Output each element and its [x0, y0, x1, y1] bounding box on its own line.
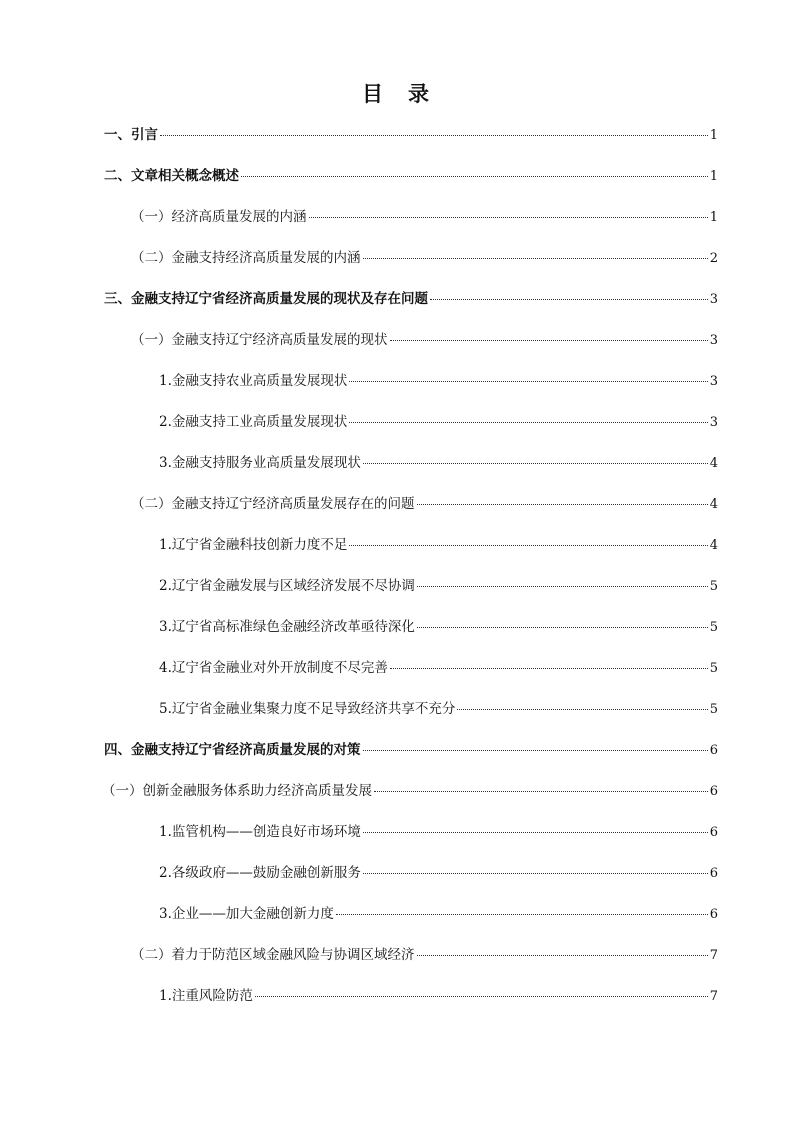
- toc-page-number: 7: [709, 989, 718, 1004]
- toc-entry[interactable]: [104, 534, 718, 575]
- toc-entry[interactable]: [104, 493, 718, 534]
- toc-entry[interactable]: [104, 575, 718, 616]
- toc-page-number: 4: [709, 497, 718, 512]
- toc-page-number: 5: [709, 579, 718, 594]
- toc-page-number: 5: [709, 702, 718, 717]
- toc-leader-dots: [363, 244, 708, 259]
- toc-entry-text: （二）金融支持辽宁经济高质量发展存在的问题: [131, 496, 415, 512]
- toc-entry[interactable]: [104, 452, 718, 493]
- toc-entry-text: 2.金融支持工业高质量发展现状: [159, 414, 348, 430]
- toc-entry-text: 一、引言: [104, 127, 158, 143]
- toc-entry[interactable]: [104, 247, 718, 288]
- toc-leader-dots: [255, 982, 708, 997]
- toc-leader-dots: [417, 613, 708, 628]
- toc-entry-text: 1.监管机构——创造良好市场环境: [159, 824, 361, 840]
- toc-entry[interactable]: [104, 370, 718, 411]
- toc-leader-dots: [363, 818, 708, 833]
- toc-page-number: 7: [709, 948, 718, 963]
- toc-list: [104, 124, 718, 1026]
- toc-entry[interactable]: [104, 944, 718, 985]
- toc-entry-text: 1.金融支持农业高质量发展现状: [159, 373, 348, 389]
- toc-entry[interactable]: [104, 329, 718, 370]
- toc-leader-dots: [349, 367, 707, 382]
- toc-entry-text: 3.辽宁省高标准绿色金融经济改革亟待深化: [159, 619, 415, 635]
- toc-entry-text: （二）着力于防范区域金融风险与协调区域经济: [131, 947, 415, 963]
- toc-entry-text: 3.金融支持服务业高质量发展现状: [159, 455, 361, 471]
- toc-entry[interactable]: [104, 124, 718, 165]
- toc-page-number: 1: [709, 210, 718, 225]
- toc-leader-dots: [457, 695, 707, 710]
- toc-leader-dots: [390, 326, 708, 341]
- toc-page-number: 1: [709, 169, 718, 184]
- toc-page-number: 5: [709, 620, 718, 635]
- toc-page-number: 6: [709, 907, 718, 922]
- toc-entry-text: 1.注重风险防范: [159, 988, 253, 1004]
- toc-entry[interactable]: [104, 288, 718, 329]
- toc-leader-dots: [349, 531, 707, 546]
- toc-title: 目 录: [362, 82, 431, 106]
- toc-leader-dots: [417, 572, 708, 587]
- toc-entry-text: 二、文章相关概念概述: [104, 168, 239, 184]
- toc-entry-text: 2.各级政府——鼓励金融创新服务: [159, 865, 361, 881]
- toc-entry-text: 4.辽宁省金融业对外开放制度不尽完善: [159, 660, 388, 676]
- toc-page-number: 2: [709, 251, 718, 266]
- toc-leader-dots: [363, 859, 708, 874]
- toc-leader-dots: [349, 408, 707, 423]
- toc-entry-text: 3.企业——加大金融创新力度: [159, 906, 334, 922]
- toc-entry-text: （一）金融支持辽宁经济高质量发展的现状: [131, 332, 388, 348]
- toc-entry-text: 三、金融支持辽宁省经济高质量发展的现状及存在问题: [104, 291, 428, 307]
- toc-page-number: 3: [709, 415, 718, 430]
- toc-page-number: 6: [709, 784, 718, 799]
- toc-entry[interactable]: [104, 985, 718, 1026]
- toc-entry-text: （二）金融支持经济高质量发展的内涵: [131, 250, 361, 266]
- toc-entry-text: 四、金融支持辽宁省经济高质量发展的对策: [104, 742, 361, 758]
- toc-leader-dots: [363, 449, 708, 464]
- toc-entry-text: 1.辽宁省金融科技创新力度不足: [159, 537, 348, 553]
- toc-leader-dots: [336, 900, 708, 915]
- toc-page-number: 6: [709, 825, 718, 840]
- toc-entry[interactable]: [104, 821, 718, 862]
- toc-entry-text: 2.辽宁省金融发展与区域经济发展不尽协调: [159, 578, 415, 594]
- toc-leader-dots: [363, 736, 708, 751]
- toc-page-number: 4: [709, 538, 718, 553]
- toc-leader-dots: [417, 490, 708, 505]
- toc-entry[interactable]: [104, 411, 718, 452]
- toc-leader-dots: [160, 121, 708, 136]
- toc-page-number: 1: [709, 128, 718, 143]
- toc-page-number: 3: [709, 333, 718, 348]
- toc-entry[interactable]: [104, 657, 718, 698]
- toc-page-number: 6: [709, 743, 718, 758]
- toc-page-number: 3: [709, 292, 718, 307]
- toc-entry[interactable]: [102, 780, 718, 821]
- toc-entry-text: 5.辽宁省金融业集聚力度不足导致经济共享不充分: [159, 701, 456, 717]
- toc-leader-dots: [390, 654, 708, 669]
- toc-entry[interactable]: [104, 698, 718, 739]
- toc-page-number: 4: [709, 456, 718, 471]
- toc-leader-dots: [417, 941, 708, 956]
- toc-page-number: 5: [709, 661, 718, 676]
- toc-leader-dots: [374, 777, 708, 792]
- toc-entry[interactable]: [104, 206, 718, 247]
- toc-page-number: 6: [709, 866, 718, 881]
- toc-entry[interactable]: [104, 739, 718, 780]
- toc-leader-dots: [309, 203, 708, 218]
- toc-page-number: 3: [709, 374, 718, 389]
- toc-entry[interactable]: [104, 862, 718, 903]
- toc-entry-text: （一）经济高质量发展的内涵: [131, 209, 307, 225]
- toc-leader-dots: [241, 162, 708, 177]
- toc-leader-dots: [430, 285, 708, 300]
- toc-entry-text: （一）创新金融服务体系助力经济高质量发展: [102, 783, 372, 799]
- toc-entry[interactable]: [104, 616, 718, 657]
- toc-entry[interactable]: [104, 903, 718, 944]
- toc-entry[interactable]: [104, 165, 718, 206]
